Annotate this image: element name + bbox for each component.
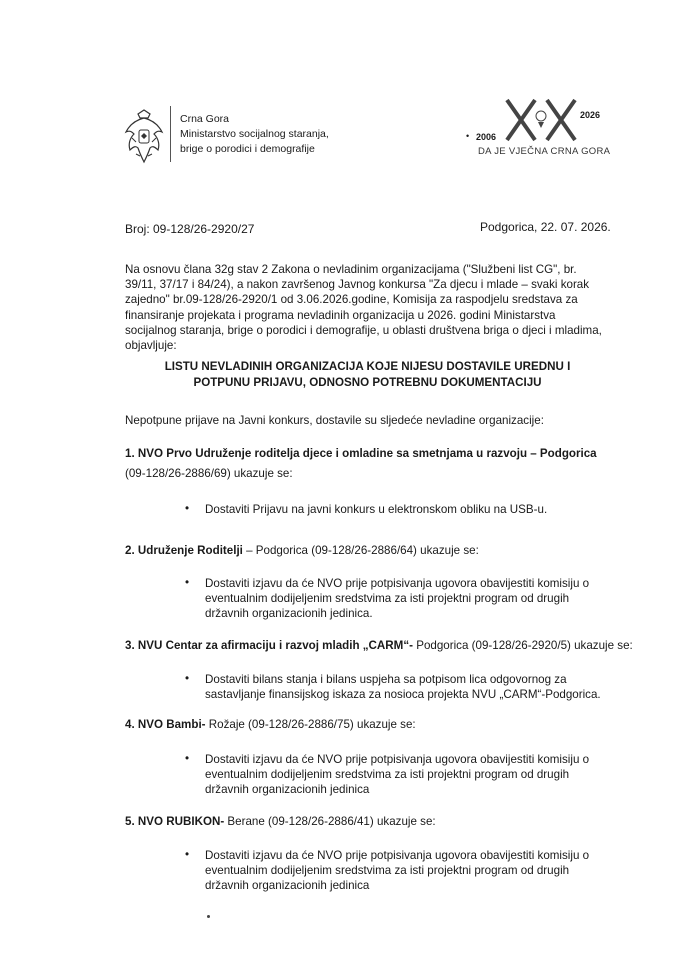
bullet-text — [205, 752, 610, 798]
item-details: Rožaje (09-128/26-2886/75) ukazuje se: — [205, 718, 416, 731]
item-heading — [125, 543, 479, 559]
intro-line: socijalnog staranja, brige o porodici i demografije, u oblasti društvena briga o djeci i mladima, — [125, 323, 602, 337]
jubilee-year-top: 2026 — [580, 110, 601, 120]
item-details: Berane (09-128/26-2886/41) ukazuje se: — [224, 815, 436, 828]
bullet-line: Dostaviti izjavu da će NVO prije potpisivanja ugovora obavijestiti komisiju o — [205, 849, 590, 862]
title-line: POTPUNU PRIJAVU, ODNOSNO POTREBNU DOKUMENTACIJU — [193, 376, 542, 389]
intro-line: finansiranje projekata i programa nevladinih organizacija u 2026. godini Ministarstva — [125, 308, 556, 322]
bullet-text — [205, 848, 610, 894]
intro-paragraph — [125, 262, 610, 353]
item-heading — [125, 814, 436, 830]
item-details: – Podgorica (09-128/26-2886/64) ukazuje se: — [242, 544, 479, 557]
org-line-country: Crna Gora — [180, 113, 230, 125]
bullet-line: eventualnim dodijeljenim sredstvima za isti projektni program od drugih — [205, 592, 570, 606]
bullet-line: eventualnim dodijeljenim sredstvima za isti projektni program od drugih — [205, 768, 570, 782]
bullet-text — [205, 576, 610, 622]
bullet-marker: • — [185, 576, 190, 589]
place-date: Podgorica, 22. 07. 2026. — [480, 220, 611, 234]
bullet-marker: • — [185, 848, 190, 861]
bullet-text — [205, 672, 610, 702]
bullet-marker: • — [185, 752, 190, 765]
intro-line: 39/11, 37/17 i 84/24), a nakon završenog Javnog konkursa "Za djecu i mlade – svaki korak — [125, 278, 590, 292]
jubilee-year-bottom: 2006 — [476, 132, 497, 142]
document-title — [125, 359, 610, 391]
bullet-line: državnih organizacionih jedinica — [205, 783, 370, 797]
item-heading — [125, 717, 416, 733]
bullet-line: državnih organizacionih jedinica — [205, 879, 370, 893]
bullet-line: eventualnim dodijeljenim sredstvima za isti projektni program od drugih — [205, 864, 570, 878]
header-divider — [170, 106, 171, 162]
item-name: 1. NVO Prvo Udruženje roditelja djece i omladine sa smetnjama u razvoju – Podgorica — [125, 447, 597, 460]
org-line-ministry-cont: brige o porodici i demografije — [180, 143, 315, 155]
bullet-line: državnih organizacionih jedinica. — [205, 607, 373, 621]
item-name: 4. NVO Bambi- — [125, 718, 206, 731]
bullet-line: Dostaviti izjavu da će NVO prije potpisivanja ugovora obavijestiti komisiju o — [205, 577, 590, 590]
coat-of-arms-icon — [122, 108, 166, 164]
item-heading — [125, 638, 633, 654]
bullet-marker: • — [185, 672, 190, 685]
intro-line: Na osnovu člana 32g stav 2 Zakona o nevladinim organizacijama ("Službeni list CG", br. — [125, 263, 577, 276]
scan-speck — [207, 915, 210, 918]
intro-line: zajedno" br.09-128/26-2920/1 od 3.06.2026.godine, Komisija za raspodjelu sredstava za — [125, 293, 578, 307]
item-name: 3. NVU Centar za afirmaciju i razvoj mladih „CARM“- — [125, 639, 413, 652]
lead-sentence: Nepotpune prijave na Javni konkurs, dostavile su sljedeće nevladine organizacije: — [125, 414, 544, 427]
bullet-text — [205, 502, 610, 517]
title-line: LISTU NEVLADINIH ORGANIZACIJA KOJE NIJESU DOSTAVILE UREDNU I — [164, 360, 571, 373]
jubilee-motto: DA JE VJEČNA CRNA GORA — [478, 146, 611, 157]
bullet-line: sastavljanje finansijskog iskaza za nosioca projekta NVU „CARM“-Podgorica. — [205, 688, 601, 702]
jubilee-dot: • — [466, 131, 470, 141]
bullet-marker: • — [185, 502, 190, 515]
item-name: 5. NVO RUBIKON- — [125, 815, 225, 828]
org-line-ministry: Ministarstvo socijalnog staranja, — [180, 128, 329, 140]
intro-line: objavljuje: — [125, 339, 177, 353]
item-code: (09-128/26-2886/69) ukazuje se: — [125, 467, 293, 480]
item-name: 2. Udruženje Roditelji — [125, 544, 243, 557]
organization-name — [180, 112, 329, 157]
reference-number: Broj: 09-128/26-2920/27 — [125, 222, 255, 236]
item-details: Podgorica (09-128/26-2920/5) ukazuje se: — [412, 639, 633, 652]
item-heading — [125, 446, 597, 462]
bullet-line: Dostaviti bilans stanja i bilans uspjeha sa potpisom lica odgovornog za — [205, 673, 567, 686]
bullet-line: Dostaviti izjavu da će NVO prije potpisivanja ugovora obavijestiti komisiju o — [205, 753, 590, 766]
bullet-line: Dostaviti Prijavu na javni konkurs u elektronskom obliku na USB-u. — [205, 503, 548, 516]
